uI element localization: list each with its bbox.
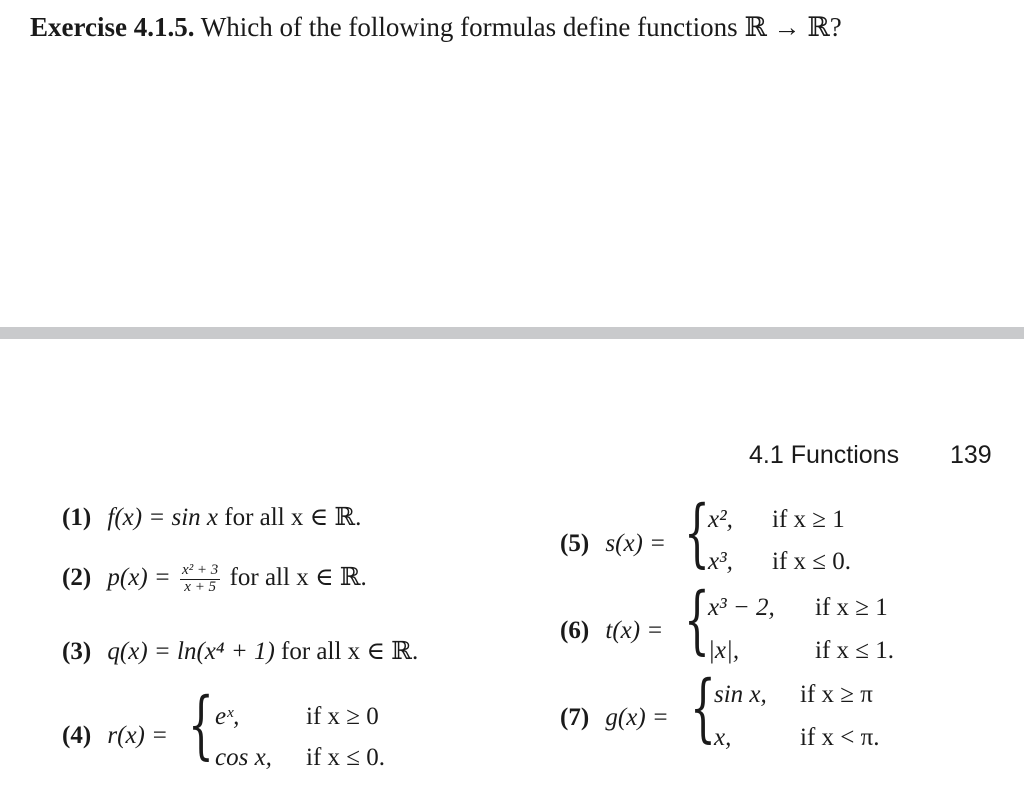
item-5-case2-cond: if x ≤ 0.	[772, 548, 851, 575]
item-7-case2-cond: if x < π.	[800, 724, 880, 751]
item-6-case2-cond: if x ≤ 1.	[815, 637, 894, 664]
item-5	[560, 530, 666, 558]
item-2-fraction	[180, 563, 220, 596]
exercise-label: Exercise 4.1.5.	[30, 12, 195, 42]
item-1	[62, 502, 361, 532]
item-6-case1-cond: if x ≥ 1	[815, 594, 888, 621]
item-3-number: (3)	[62, 638, 92, 665]
item-2-lhs: p(x) =	[107, 564, 171, 591]
item-7	[560, 704, 669, 732]
item-5-case2-expr: x³,	[708, 548, 733, 575]
page-number: 139	[950, 441, 992, 469]
exercise-question: Which of the following formulas define functions ℝ → ℝ?	[200, 12, 842, 42]
item-7-case1-expr: sin x,	[714, 681, 767, 708]
item-1-formula: f(x) = sin x	[107, 504, 218, 531]
item-7-case1-cond: if x ≥ π	[800, 681, 873, 708]
item-4-lhs: r(x) =	[107, 722, 169, 749]
item-6-lhs: t(x) =	[605, 617, 664, 644]
item-5-case1-expr: x²,	[708, 506, 733, 533]
item-3-formula: q(x) = ln(x⁴ + 1)	[107, 638, 275, 665]
item-6-case1-expr: x³ − 2,	[708, 594, 775, 621]
item-6-case2-expr: |x|,	[708, 637, 740, 664]
item-6-brace: {	[684, 577, 710, 663]
exercise-statement	[30, 12, 842, 43]
item-2-denominator: x + 5	[184, 578, 217, 595]
item-4-number: (4)	[62, 722, 92, 749]
item-2-numerator: x² + 3	[182, 562, 219, 579]
item-7-number: (7)	[560, 704, 590, 731]
item-2-domain: for all x ∈ ℝ.	[229, 564, 367, 591]
item-6-number: (6)	[560, 617, 590, 644]
item-1-domain: for all x ∈ ℝ.	[224, 504, 362, 531]
item-5-case1-cond: if x ≥ 1	[772, 506, 845, 533]
item-5-number: (5)	[560, 530, 590, 557]
item-6	[560, 617, 663, 645]
item-2-number: (2)	[62, 564, 92, 591]
item-5-lhs: s(x) =	[605, 530, 667, 557]
item-4-case2-expr: cos x,	[215, 744, 272, 771]
separator-bar	[0, 327, 1024, 339]
item-7-lhs: g(x) =	[605, 704, 669, 731]
running-head: 4.1 Functions	[749, 441, 900, 469]
item-7-brace: {	[690, 665, 716, 751]
item-3	[62, 636, 418, 666]
item-4-case1-expr: eˣ,	[215, 703, 240, 730]
item-7-case2-expr: x,	[714, 724, 732, 751]
item-4-brace: {	[188, 682, 214, 768]
item-1-number: (1)	[62, 504, 92, 531]
item-5-brace: {	[684, 490, 710, 576]
item-4-case1-cond: if x ≥ 0	[306, 703, 379, 730]
item-2	[62, 562, 367, 596]
item-4-case2-cond: if x ≤ 0.	[306, 744, 385, 771]
item-4	[62, 722, 168, 750]
item-3-domain: for all x ∈ ℝ.	[281, 638, 419, 665]
